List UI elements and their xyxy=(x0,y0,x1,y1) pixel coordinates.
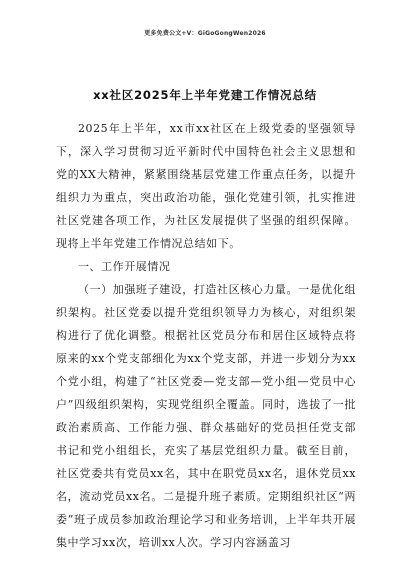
document-title: xx社区2025年上半年党建工作情况总结 xyxy=(93,88,317,102)
header-note: 更多免费公文+V：GiGoGongWen2026 xyxy=(144,30,266,37)
intro-paragraph: 2025年上半年，xx市xx社区在上级党委的坚强领导下，深入学习贯彻习近平新时代中国特色社会主义思想和党的XX大精神，紧紧围绕基层党建工作重点任务，以提升组织力为重点，突出政治功能，强化党建引领，扎实推进社区党建各项工作，为社区发展提供了坚强的组织保障。现将上半年党建工作情况总结如下。 xyxy=(56,122,356,250)
section-paragraph: （一）加强班子建设，打造社区核心力量。一是优化组织架构。社区党委以提升党组织领导力为核心，对组织架构进行了优化调整。根据社区党员分布和居住区域特点将原来的xx个党支部细化为xx个党支部，并进一步划分为xx个党小组，构建了“社区党委—党支部—党小组—党员中心户”四级组织架构，实现党组织全覆盖。同时，选拔了一批政治素质高、工作能力强、群众基础好的党员担任党支部书记和党小组组长，充实了基层党组织力量。截至目前，社区党委共有党员xx名，其中在职党员xx名，退休党员xx名，流动党员xx名。二是提升班子素质。定期组织社区“两委”班子成员参加政治理论学习和业务培训，上半年共开展集中学习xx次，培训xx人次。学习内容涵盖习 xyxy=(56,283,356,549)
document-body xyxy=(56,117,356,554)
section-heading: 一、工作开展情况 xyxy=(78,260,171,273)
